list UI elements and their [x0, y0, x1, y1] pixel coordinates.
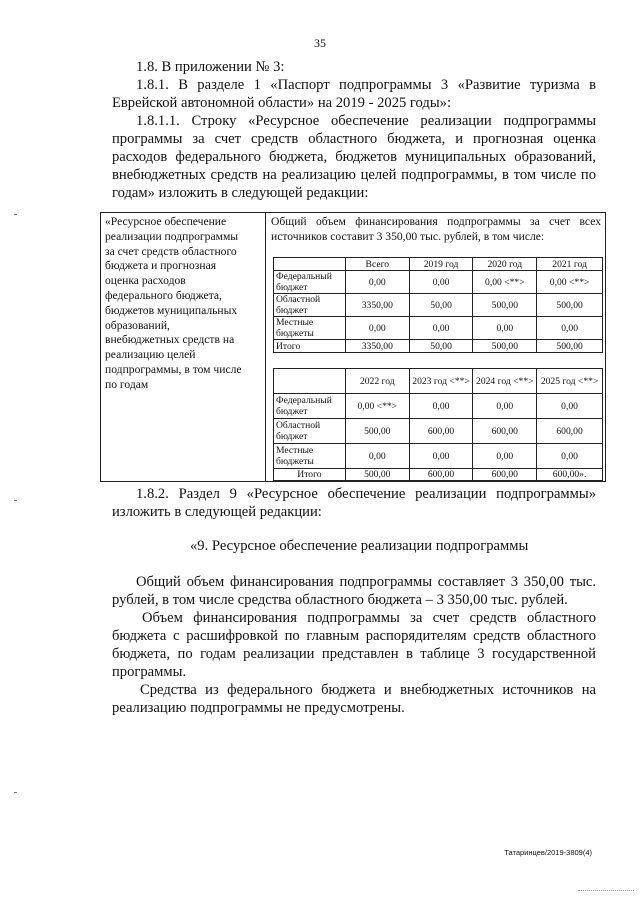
table-total-row [274, 340, 603, 353]
label-line: подпрограммы, в том числе [105, 362, 242, 376]
resource-row-label [105, 215, 263, 393]
header-cell: 2025 год <**> [537, 369, 603, 394]
federal-funds-line: Средства из федерального бюджета и внебюджетных источников на [140, 682, 596, 698]
table-cell: 0,00 [537, 317, 603, 340]
table-cell: 600,00 [409, 419, 473, 444]
document-stamp: Татаринцев/2019-3809(4) [504, 848, 592, 857]
paragraph-1-8-2-line: 1.8.2. Раздел 9 «Ресурсное обеспечение реализации подпрограммы» [136, 486, 596, 502]
table-cell: 0,00 <**> [537, 271, 603, 294]
margin-mark [14, 792, 17, 793]
row-label: Федеральный бюджет [274, 394, 346, 419]
table-cell: 500,00 [345, 469, 409, 481]
label-line: бюджета и прогнозная [105, 259, 217, 273]
paragraph-1-8-1-1-line: 1.8.1.1. Строку «Ресурсное обеспечение реализации подпрограммы [136, 113, 596, 129]
label-line: по годам [105, 377, 149, 391]
paragraph-1-8-1-line: Еврейской автономной области» на 2019 - 2025 годы»: [112, 95, 452, 111]
header-cell: 2019 год [409, 258, 473, 271]
table-cell: 0,00 [473, 394, 537, 419]
header-cell: 2021 год [537, 258, 603, 271]
funding-table-2019-2021 [273, 257, 603, 353]
corner-marks [578, 890, 634, 891]
header-cell: Всего [345, 258, 409, 271]
table-cell: 0,00 [345, 271, 409, 294]
table-cell: 0,00 [409, 394, 473, 419]
funding-intro: Общий объем финансирования подпрограммы за счет всех источников составит 3 350,00 тыс. рублей, в том числе: [271, 215, 601, 243]
funding-volume-line: Объем финансирования подпрограммы за счет средств областного [142, 610, 596, 626]
header-cell: 2020 год [473, 258, 537, 271]
paragraph-1-8-2-line: изложить в следующей редакции: [112, 504, 322, 520]
header-cell: 2024 год <**> [473, 369, 537, 394]
table-row [274, 271, 603, 294]
table-cell: 600,00 [409, 469, 473, 481]
header-cell: 2022 год [345, 369, 409, 394]
paragraph-1-8-1-1-line: программы за счет средств областного бюджета, и прогнозная оценка [112, 131, 596, 147]
table-cell: 0,00 [473, 317, 537, 340]
table-row [274, 394, 603, 419]
row-label: Итого [274, 469, 346, 481]
table-cell: 50,00 [409, 340, 473, 353]
table-header-row [274, 369, 603, 394]
table-cell: 0,00 <**> [473, 271, 537, 294]
funding-volume-line: бюджета с расшифровкой по главным распорядителям средств областного [112, 628, 596, 644]
label-line: федерального бюджета, [105, 288, 222, 302]
margin-mark [14, 214, 17, 215]
label-line: «Ресурсное обеспечение [105, 215, 227, 228]
margin-mark [14, 500, 17, 501]
row-label: Итого [274, 340, 346, 353]
table-cell: 3350,00 [345, 340, 409, 353]
paragraph-1-8-1-1-line: расходов федерального бюджета, бюджетов муниципальных образований, [112, 149, 596, 165]
label-line: реализации подпрограммы [105, 229, 239, 243]
label-line: образований, [105, 318, 170, 332]
table-cell: 0,00 [537, 394, 603, 419]
header-cell: 2023 год <**> [409, 369, 473, 394]
paragraph-1-8-1-1-line: годам» изложить в следующей редакции: [112, 185, 369, 201]
table-cell: 500,00 [537, 294, 603, 317]
table-cell: 500,00 [537, 340, 603, 353]
label-line: реализацию целей [105, 348, 196, 362]
funding-table-2022-2025 [273, 368, 603, 481]
row-label: Федеральный бюджет [274, 271, 346, 294]
paragraph-1-8: 1.8. В приложении № 3: [136, 59, 285, 75]
table-row [274, 294, 603, 317]
total-funding-line: рублей, в том числе средства областного бюджета – 3 350,00 тыс. рублей. [112, 592, 568, 608]
table-cell: 0,00 [537, 444, 603, 469]
paragraph-1-8-1-1-line: внебюджетных средств на реализацию целей подпрограммы, в том числе по [112, 167, 596, 183]
row-label: Местные бюджеты [274, 444, 346, 469]
label-line: за счет средств областного [105, 244, 237, 258]
table-total-row [274, 469, 603, 481]
page-number: 35 [314, 36, 326, 50]
table-cell: 0,00 [345, 317, 409, 340]
total-funding-line: Общий объем финансирования подпрограммы составляет 3 350,00 тыс. [136, 574, 596, 590]
federal-funds-line: реализацию подпрограммы не предусмотрены. [112, 700, 405, 716]
row-label: Областной бюджет [274, 294, 346, 317]
label-line: оценка расходов [105, 274, 186, 288]
header-cell [274, 369, 346, 394]
table-cell: 0,00 [409, 317, 473, 340]
table-cell: 3350,00 [345, 294, 409, 317]
table-cell: 0,00 [409, 444, 473, 469]
table-row [274, 419, 603, 444]
table-cell: 600,00 [473, 469, 537, 481]
table-cell: 50,00 [409, 294, 473, 317]
table-cell: 600,00 [473, 419, 537, 444]
table-cell: 500,00 [473, 294, 537, 317]
table-row [274, 317, 603, 340]
row-label: Областной бюджет [274, 419, 346, 444]
paragraph-1-8-1-line: 1.8.1. В разделе 1 «Паспорт подпрограммы 3 «Развитие туризма в [136, 77, 596, 93]
table-cell: 0,00 <**> [345, 394, 409, 419]
table-cell: 0,00 [345, 444, 409, 469]
table-cell: 500,00 [345, 419, 409, 444]
table-row [274, 444, 603, 469]
column-divider [265, 213, 266, 481]
funding-volume-line: программы. [112, 664, 187, 680]
table-cell: 500,00 [473, 340, 537, 353]
table-header-row [274, 258, 603, 271]
row-label: Местные бюджеты [274, 317, 346, 340]
table-cell: 600,00 [537, 419, 603, 444]
table-cell: 600,00». [537, 469, 603, 481]
table-cell: 0,00 [409, 271, 473, 294]
label-line: внебюджетных средств на [105, 333, 235, 347]
section-9-title: «9. Ресурсное обеспечение реализации подпрограммы [190, 538, 529, 554]
funding-volume-line: бюджета, по годам реализации представлен в таблице 3 государственной [112, 646, 596, 662]
table-cell: 0,00 [473, 444, 537, 469]
header-cell [274, 258, 346, 271]
label-line: бюджетов муниципальных [105, 303, 238, 317]
